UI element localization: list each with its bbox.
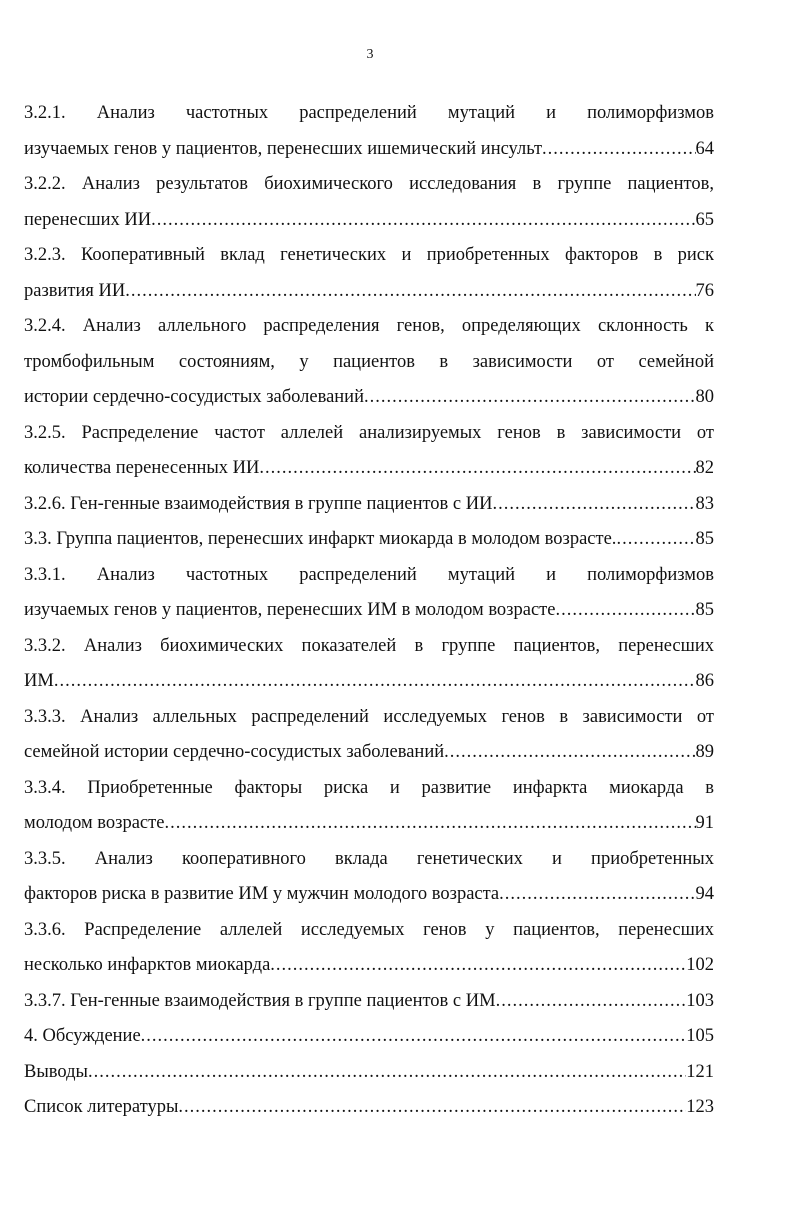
dot-leader: [88, 1055, 686, 1091]
toc-page-number: 102: [686, 955, 714, 975]
toc-entry-last-line: [24, 380, 714, 416]
toc-entry-text: Список литературы: [24, 1097, 179, 1117]
toc-page-number: 85: [695, 529, 714, 549]
toc-page-number: 82: [695, 458, 714, 478]
toc-entry-last-line: [24, 1055, 714, 1091]
toc-entry-text-line: 3.3.1. Анализ частотных распределений мутаций и полиморфизмов: [24, 564, 714, 585]
toc-page-number: 76: [695, 280, 714, 301]
toc-page-number: 86: [695, 671, 714, 691]
toc-entry-last-line: [24, 132, 714, 168]
toc-entry-text: 3.2.6. Ген-генные взаимодействия в группе пациентов с ИИ: [24, 493, 493, 514]
dot-leader: [141, 1019, 687, 1055]
toc-entry-last-line: [24, 451, 714, 487]
dot-leader: [178, 1090, 686, 1126]
toc-entry-last-line: [24, 274, 714, 310]
toc-entry: [24, 629, 714, 700]
toc-entry: [24, 1055, 714, 1091]
toc-entry-text: количества перенесенных ИИ: [24, 458, 260, 478]
toc-page-number: 105: [686, 1026, 714, 1046]
toc-entry: [24, 416, 714, 487]
toc-entry-text: 4. Обсуждение: [24, 1026, 141, 1046]
toc-entry-last-line: [24, 487, 714, 523]
toc-entry: [24, 984, 714, 1020]
dot-leader: [444, 735, 695, 771]
dot-leader: [54, 664, 696, 700]
toc-entry-last-line: [24, 877, 714, 913]
toc-entry: [24, 238, 714, 309]
toc-entry-last-line: [24, 948, 714, 984]
toc-entry-text: перенесших ИИ: [24, 209, 152, 230]
toc-entry: [24, 96, 714, 167]
toc-page-number: 103: [686, 990, 714, 1011]
dot-leader: [151, 203, 695, 239]
toc-entry-text-line: 3.3.4. Приобретенные факторы риска и развитие инфаркта миокарда в: [24, 777, 714, 798]
toc-entry: [24, 558, 714, 629]
toc-page-number: 85: [695, 600, 714, 620]
dot-leader: [492, 487, 695, 523]
toc-entry-text: факторов риска в развитие ИМ у мужчин молодого возраста: [24, 884, 500, 904]
dot-leader: [164, 806, 695, 842]
toc-entry-text: истории сердечно-сосудистых заболеваний: [24, 387, 364, 407]
toc-entry-last-line: [24, 984, 714, 1020]
toc-entry-text: изучаемых генов у пациентов, перенесших ИМ в молодом возрасте: [24, 600, 556, 620]
toc-entry: [24, 522, 714, 558]
toc-entry-text: 3.3.7. Ген-генные взаимодействия в группе пациентов с ИМ: [24, 990, 496, 1011]
toc-entry-text-line: 3.2.4. Анализ аллельного распределения генов, определяющих склонность к: [24, 316, 714, 336]
toc-entry-last-line: [24, 203, 714, 239]
dot-leader: [616, 522, 695, 558]
toc-entry-text: молодом возрасте: [24, 813, 165, 833]
toc-entry-text: ИМ: [24, 671, 54, 691]
toc-entry-last-line: [24, 1019, 714, 1055]
toc-entry-text: Выводы: [24, 1061, 88, 1082]
toc-entry-text-line: 3.3.2. Анализ биохимических показателей в группе пациентов, перенесших: [24, 635, 714, 656]
toc-entry: [24, 1090, 714, 1126]
toc-entry-text-line: 3.3.6. Распределение аллелей исследуемых генов у пациентов, перенесших: [24, 919, 714, 940]
toc-entry-last-line: [24, 593, 714, 629]
toc-entry-last-line: [24, 664, 714, 700]
toc-entry-text: несколько инфарктов миокарда: [24, 955, 271, 975]
toc-page-number: 83: [695, 493, 714, 514]
toc-page-number: 123: [686, 1097, 714, 1117]
toc-page-number: 80: [695, 387, 714, 407]
toc-entry-text-line: 3.2.3. Кооперативный вклад генетических и приобретенных факторов в риск: [24, 245, 714, 265]
toc-entry-text-line: тромбофильным состояниям, у пациентов в зависимости от семейной: [24, 351, 714, 372]
toc-page-number: 64: [695, 138, 714, 159]
dot-leader: [555, 593, 695, 629]
toc-entry: [24, 913, 714, 984]
dot-leader: [259, 451, 695, 487]
toc-page-number: 94: [695, 884, 714, 904]
toc-entry-text-line: 3.3.5. Анализ кооперативного вклада генетических и приобретенных: [24, 848, 714, 869]
toc-entry-text: изучаемых генов у пациентов, перенесших ишемический инсульт: [24, 138, 543, 159]
toc-entry: [24, 700, 714, 771]
toc-entry-last-line: [24, 735, 714, 771]
toc-entry: [24, 842, 714, 913]
toc-page-number: 89: [695, 742, 714, 762]
dot-leader: [125, 274, 695, 310]
toc-page-number: 121: [686, 1061, 714, 1082]
dot-leader: [364, 380, 696, 416]
toc-entry: [24, 309, 714, 416]
toc-page-number: 65: [695, 209, 714, 230]
toc-entry: [24, 167, 714, 238]
toc-entry-text: развития ИИ: [24, 280, 126, 301]
toc-entry-text: 3.3. Группа пациентов, перенесших инфаркт миокарда в молодом возрасте.: [24, 529, 617, 549]
toc-entry: [24, 487, 714, 523]
toc-entry-text-line: 3.2.5. Распределение частот аллелей анализируемых генов в зависимости от: [24, 422, 714, 443]
toc-entry: [24, 1019, 714, 1055]
table-of-contents: [24, 96, 714, 1126]
toc-entry-text-line: 3.2.2. Анализ результатов биохимического исследования в группе пациентов,: [24, 174, 714, 194]
toc-entry-last-line: [24, 1090, 714, 1126]
dot-leader: [542, 132, 695, 168]
toc-entry-text-line: 3.2.1. Анализ частотных распределений мутаций и полиморфизмов: [24, 103, 714, 123]
toc-entry-last-line: [24, 522, 714, 558]
toc-entry: [24, 771, 714, 842]
page-number: 3: [366, 47, 374, 62]
toc-entry-last-line: [24, 806, 714, 842]
toc-entry-text-line: 3.3.3. Анализ аллельных распределений исследуемых генов в зависимости от: [24, 706, 714, 727]
dot-leader: [499, 877, 695, 913]
toc-page-number: 91: [695, 813, 714, 833]
dot-leader: [270, 948, 686, 984]
toc-entry-text: семейной истории сердечно-сосудистых заболеваний: [24, 742, 445, 762]
dot-leader: [496, 984, 687, 1020]
